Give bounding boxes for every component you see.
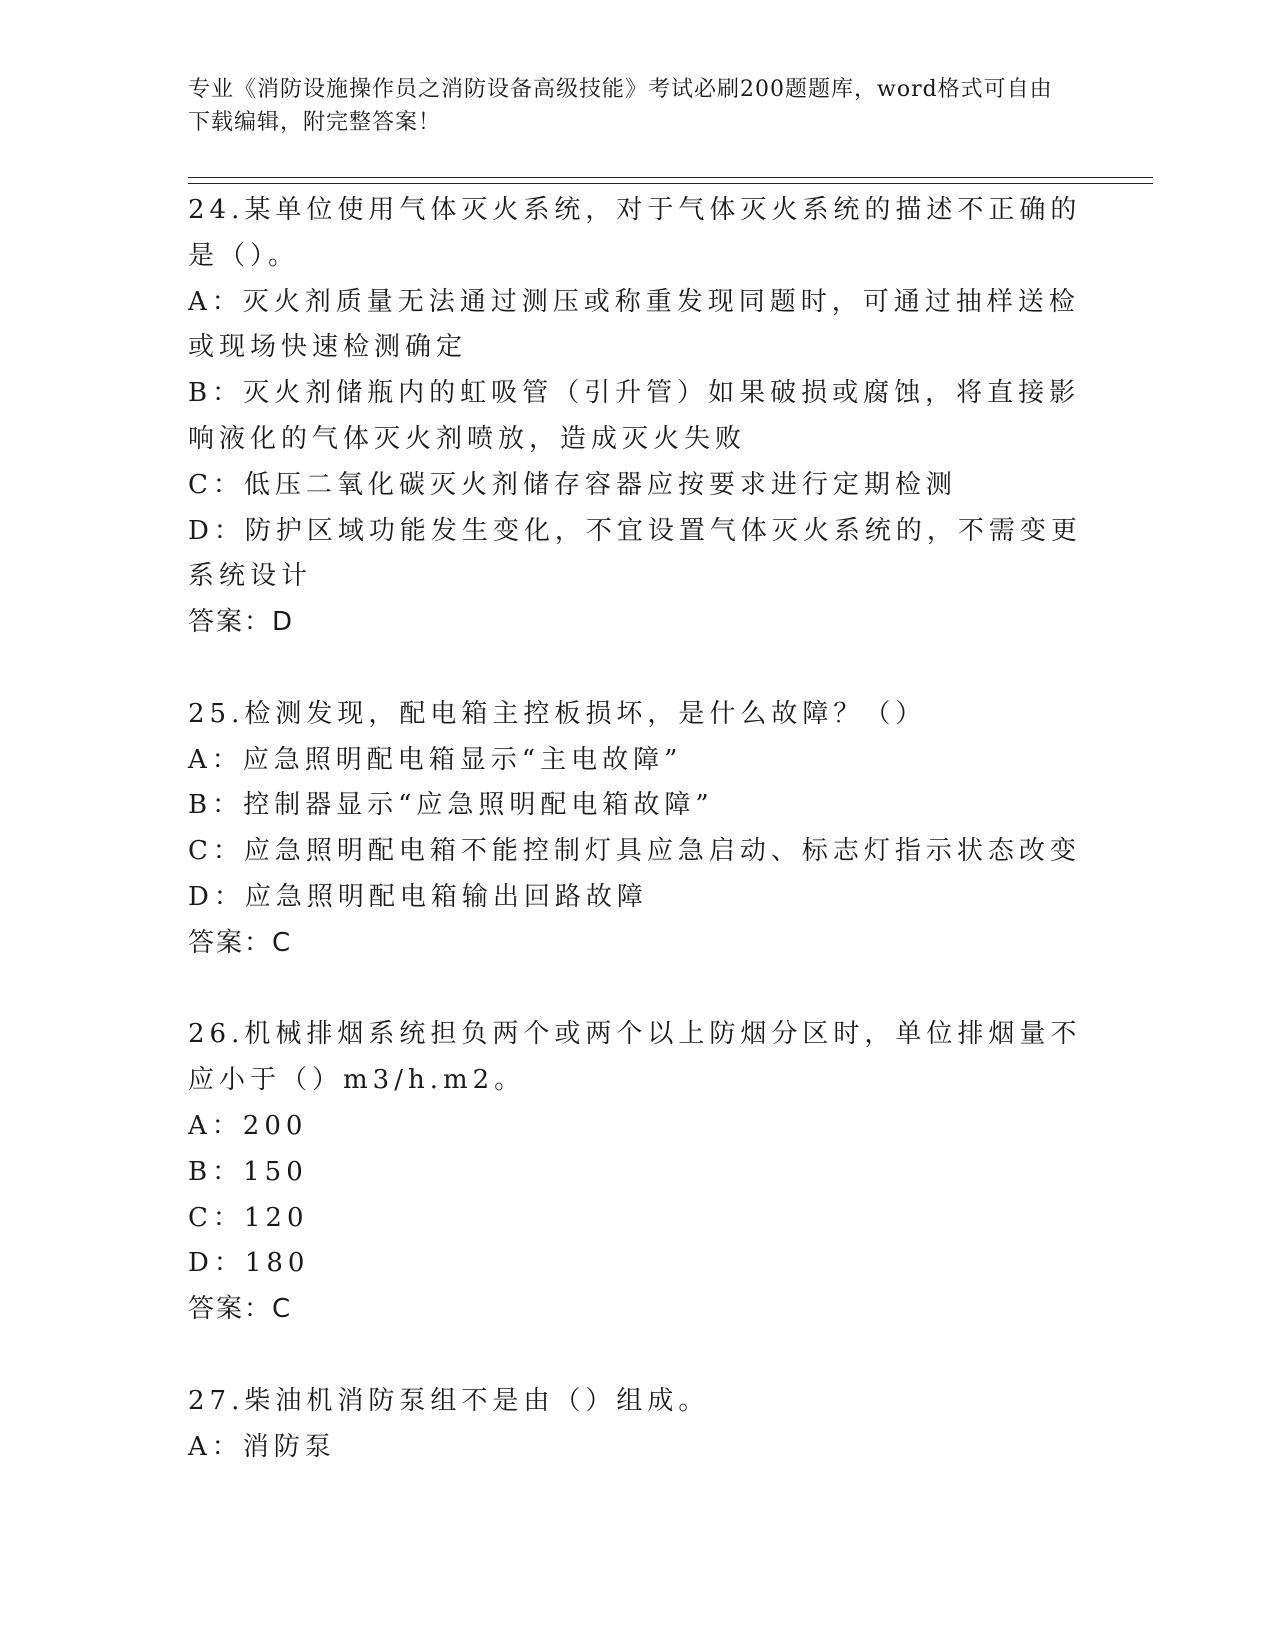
option-a: A：消防泵 [188, 1431, 336, 1462]
option-b: B：灭火剂储瓶内的虹吸管（引升管）如果破损或腐蚀，将直接影响液化的气体灭火剂喷放，造成灭火失败 [188, 378, 1081, 454]
option-c: C：低压二氧化碳灭火剂储存容器应按要求进行定期检测 [188, 469, 957, 500]
option-d: D：180 [188, 1248, 310, 1279]
question-26 [188, 1012, 1088, 1333]
option-a: A：200 [188, 1110, 308, 1141]
option-b: B：控制器显示“应急照明配电箱故障” [188, 790, 714, 821]
option-d: D：应急照明配电箱输出回路故障 [188, 881, 648, 912]
answer-label: 答案：D [188, 607, 295, 638]
option-d: D：防护区域功能发生变化，不宜设置气体灭火系统的，不需变更系统设计 [188, 515, 1082, 592]
option-b: B：150 [188, 1156, 308, 1187]
option-c: C：应急照明配电箱不能控制灯具应急启动、标志灯指示状态改变 [188, 836, 1081, 867]
question-24 [188, 188, 1088, 646]
header-rule-bottom [188, 183, 1153, 184]
question-stem: 27.柴油机消防泵组不是由（）组成。 [188, 1385, 710, 1416]
option-c: C：120 [188, 1202, 309, 1233]
question-list [188, 188, 1088, 1516]
answer-label: 答案：C [188, 927, 293, 958]
option-a: A：灭火剂质量无法通过测压或称重发现同题时，可通过抽样送检或现场快速检测确定 [188, 286, 1080, 363]
question-27 [188, 1379, 1088, 1471]
question-25 [188, 692, 1088, 967]
answer-label: 答案：C [188, 1294, 293, 1325]
question-stem: 26.机械排烟系统担负两个或两个以上防烟分区时，单位排烟量不应小于（）m3/h.m2。 [188, 1019, 1082, 1096]
document-header: 专业《消防设施操作员之消防设备高级技能》考试必刷200题题库，word格式可自由下载编辑，附完整答案！ [188, 77, 1053, 135]
question-stem: 24.某单位使用气体灭火系统，对于气体灭火系统的描述不正确的是（）。 [188, 195, 1082, 271]
header-rule-top [188, 177, 1153, 178]
option-a: A：应急照明配电箱显示“主电故障” [188, 744, 683, 775]
question-stem: 25.检测发现，配电箱主控板损坏，是什么故障？（） [188, 698, 927, 729]
